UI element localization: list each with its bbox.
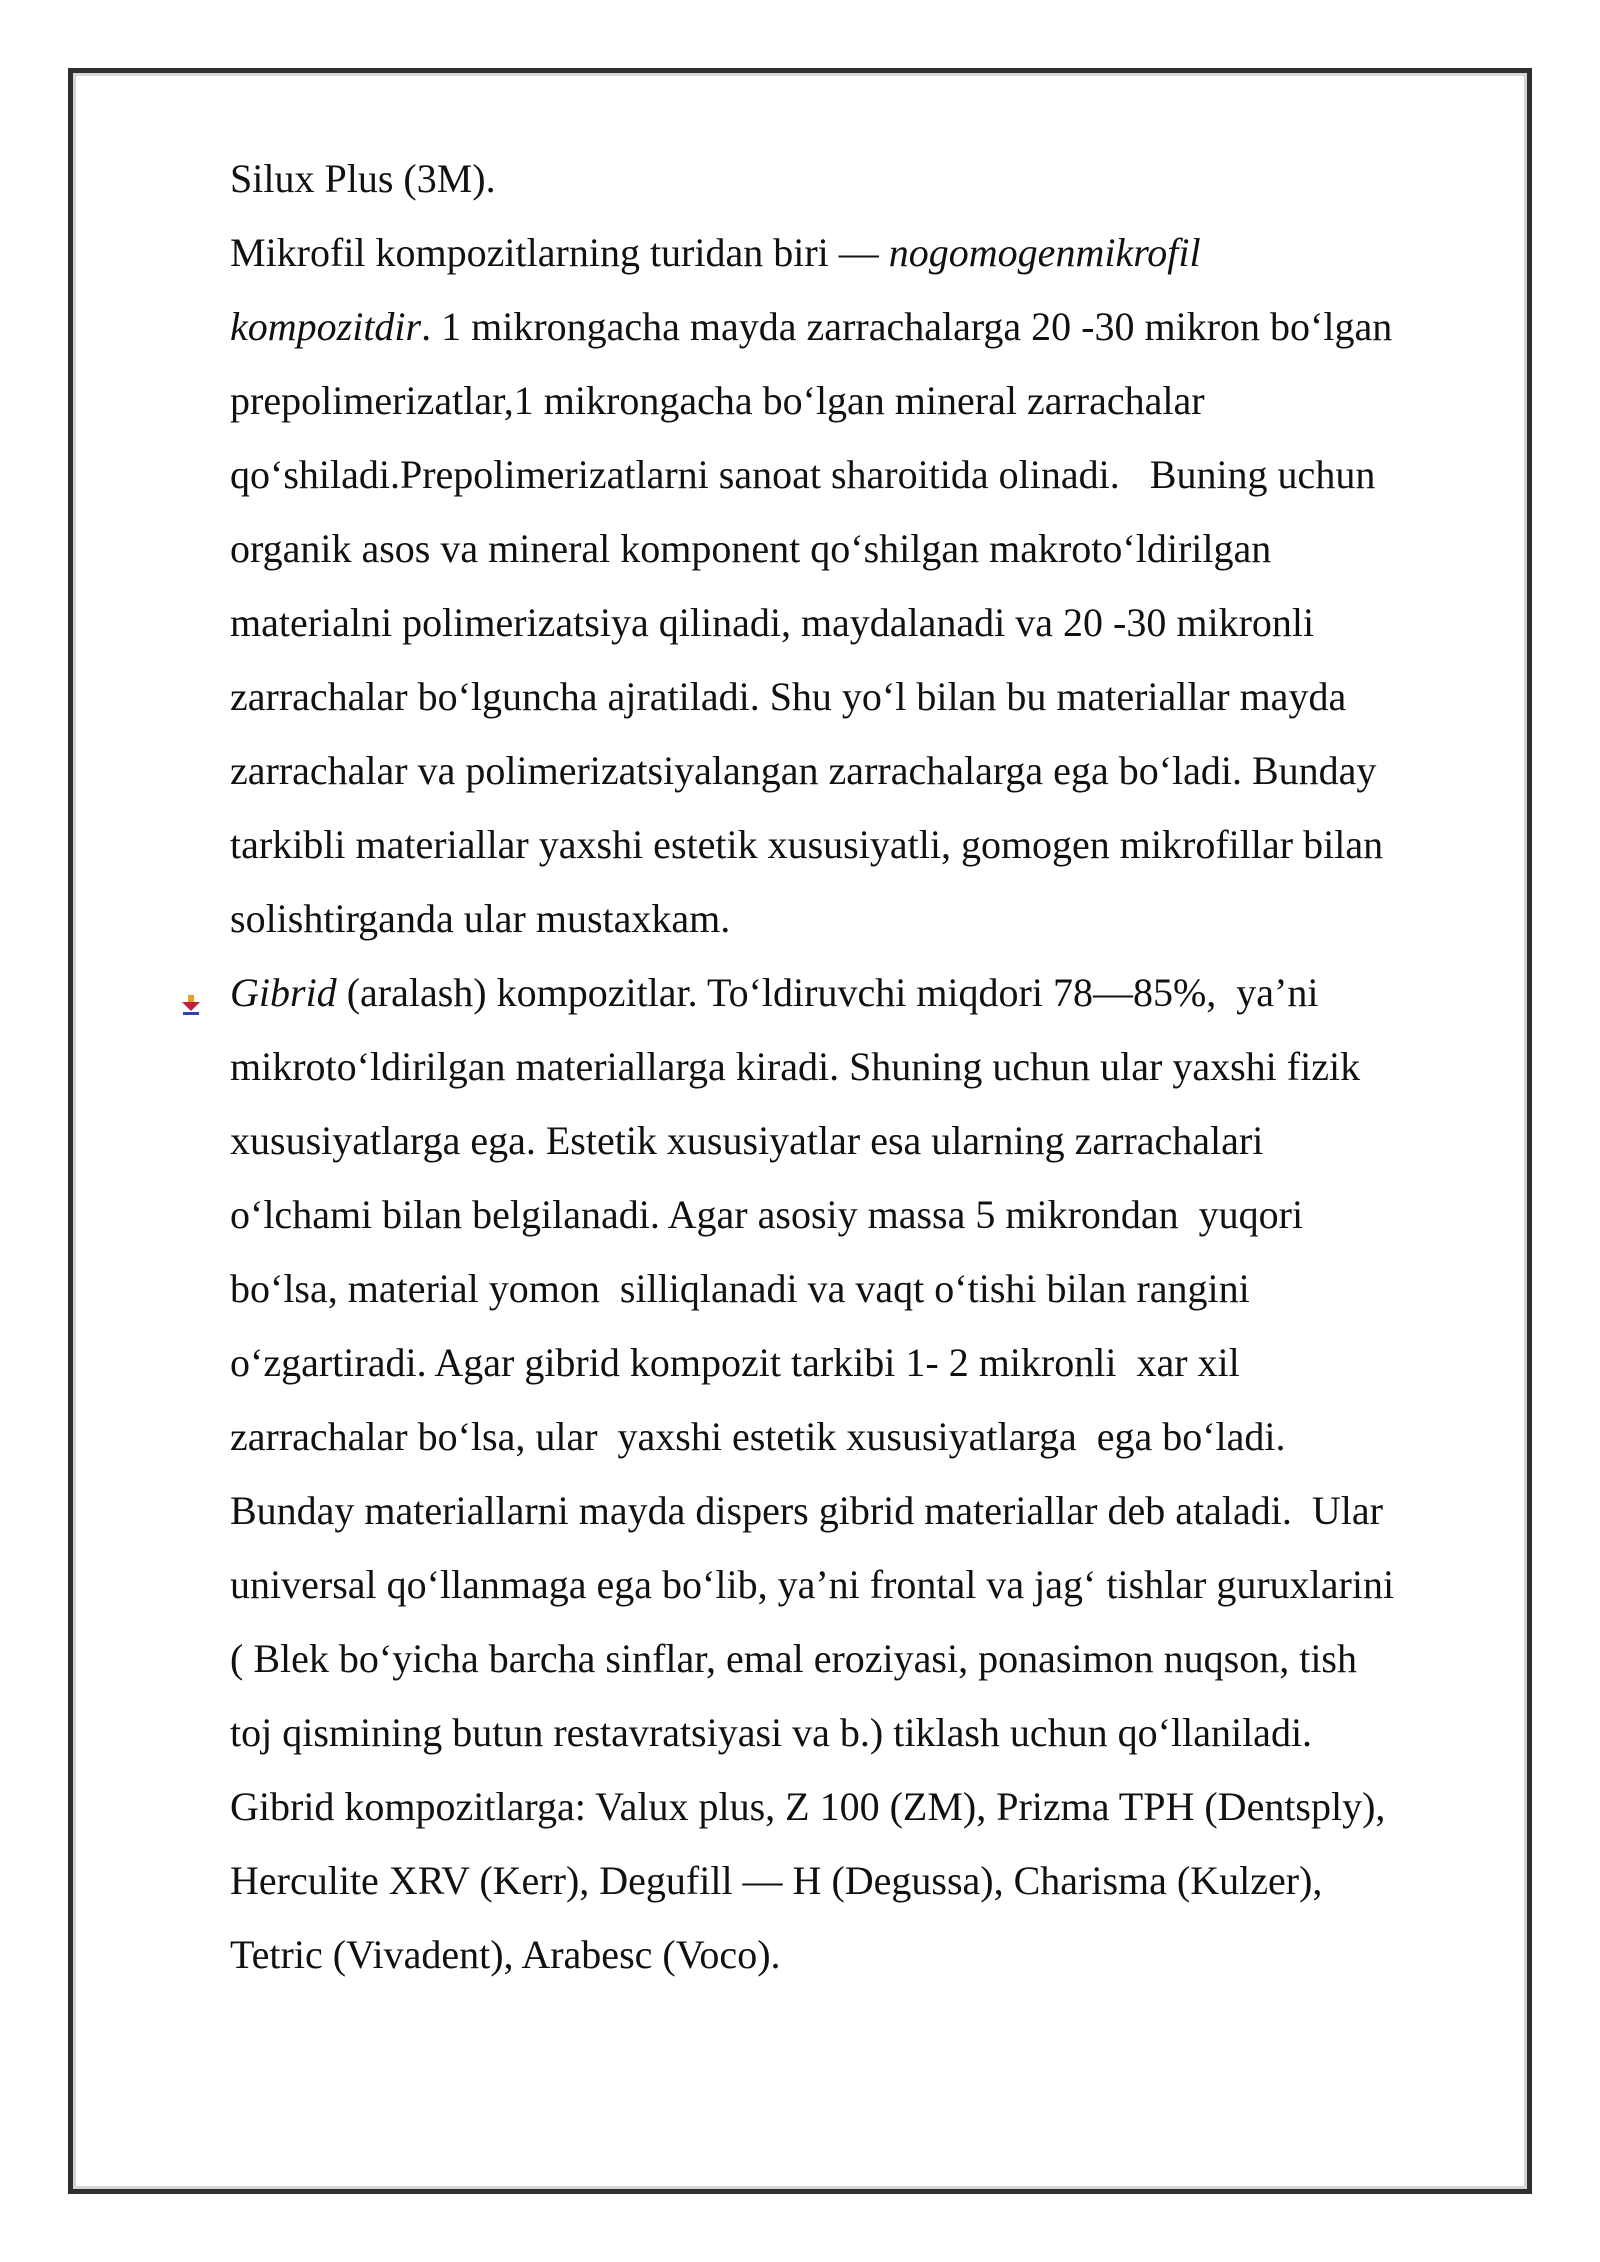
text-line: Gibrid kompozitlarga: Valux plus, Z 100 (ZM), Prizma TPH (Dentsply), <box>230 1784 1386 1829</box>
italic-term: nogomogenmikrofil <box>888 230 1201 275</box>
text-line: Silux Plus (3M). <box>230 156 496 201</box>
text-line: qo‘shiladi.Prepolimerizatlarni sanoat sharoitida olinadi. Buning uchun <box>230 452 1376 497</box>
text-line: prepolimerizatlar,1 mikrongacha bo‘lgan mineral zarrachalar <box>230 378 1205 423</box>
text-line: zarrachalar va polimerizatsiyalangan zarrachalarga ega bo‘ladi. Bunday <box>230 748 1377 793</box>
text-line: materialni polimerizatsiya qilinadi, maydalanadi va 20 -30 mikronli <box>230 600 1315 645</box>
text-line: toj qismining butun restavratsiyasi va b.) tiklash uchun qo‘llaniladi. <box>230 1710 1313 1755</box>
text-line <box>230 216 1530 290</box>
text-line: Herculite XRV (Kerr), Degufill — H (Degussa), Charisma (Kulzer), <box>230 1858 1323 1903</box>
text-line <box>230 290 1530 364</box>
text-line: o‘zgartiradi. Agar gibrid kompozit tarkibi 1- 2 mikronli xar xil <box>230 1340 1240 1385</box>
text-run: Mikrofil kompozitlarning turidan biri — <box>230 230 889 275</box>
text-line: zarrachalar bo‘lguncha ajratiladi. Shu yo‘l bilan bu materiallar mayda <box>230 674 1347 719</box>
text-line: bo‘lsa, material yomon silliqlanadi va vaqt o‘tishi bilan rangini <box>230 1266 1250 1311</box>
text-line: zarrachalar bo‘lsa, ular yaxshi estetik xususiyatlarga ega bo‘ladi. <box>230 1414 1286 1459</box>
document-body <box>230 142 1530 1992</box>
text-line: solishtirganda ular mustaxkam. <box>230 896 731 941</box>
text-run: (aralash) kompozitlar. To‘ldiruvchi miqdori 78—85%, ya’ni <box>336 970 1319 1015</box>
italic-term: Gibrid <box>230 970 337 1015</box>
italic-term: kompozitdir <box>230 304 422 349</box>
text-run: . 1 mikrongacha mayda zarrachalarga 20 -30 mikron bo‘lgan <box>421 304 1393 349</box>
text-line: organik asos va mineral komponent qo‘shilgan makroto‘ldirilgan <box>230 526 1272 571</box>
text-line: mikroto‘ldirilgan materiallarga kiradi. Shuning uchun ular yaxshi fizik <box>230 1044 1361 1089</box>
text-line: Bunday materiallarni mayda dispers gibrid materiallar deb ataladi. Ular <box>230 1488 1383 1533</box>
text-line: ( Blek bo‘yicha barcha sinflar, emal eroziyasi, ponasimon nuqson, tish <box>230 1636 1357 1681</box>
text-line: tarkibli materiallar yaxshi estetik xususiyatli, gomogen mikrofillar bilan <box>230 822 1384 867</box>
text-line: Tetric (Vivadent), Arabesc (Voco). <box>230 1932 781 1977</box>
bullet-item-line <box>230 956 1530 1030</box>
text-line: xususiyatlarga ega. Estetik xususiyatlar esa ularning zarrachalari <box>230 1118 1264 1163</box>
arrow-down-bullet-icon <box>180 994 202 1016</box>
text-line: universal qo‘llanmaga ega bo‘lib, ya’ni frontal va jag‘ tishlar guruxlarini <box>230 1562 1395 1607</box>
text-line: o‘lchami bilan belgilanadi. Agar asosiy massa 5 mikrondan yuqori <box>230 1192 1304 1237</box>
